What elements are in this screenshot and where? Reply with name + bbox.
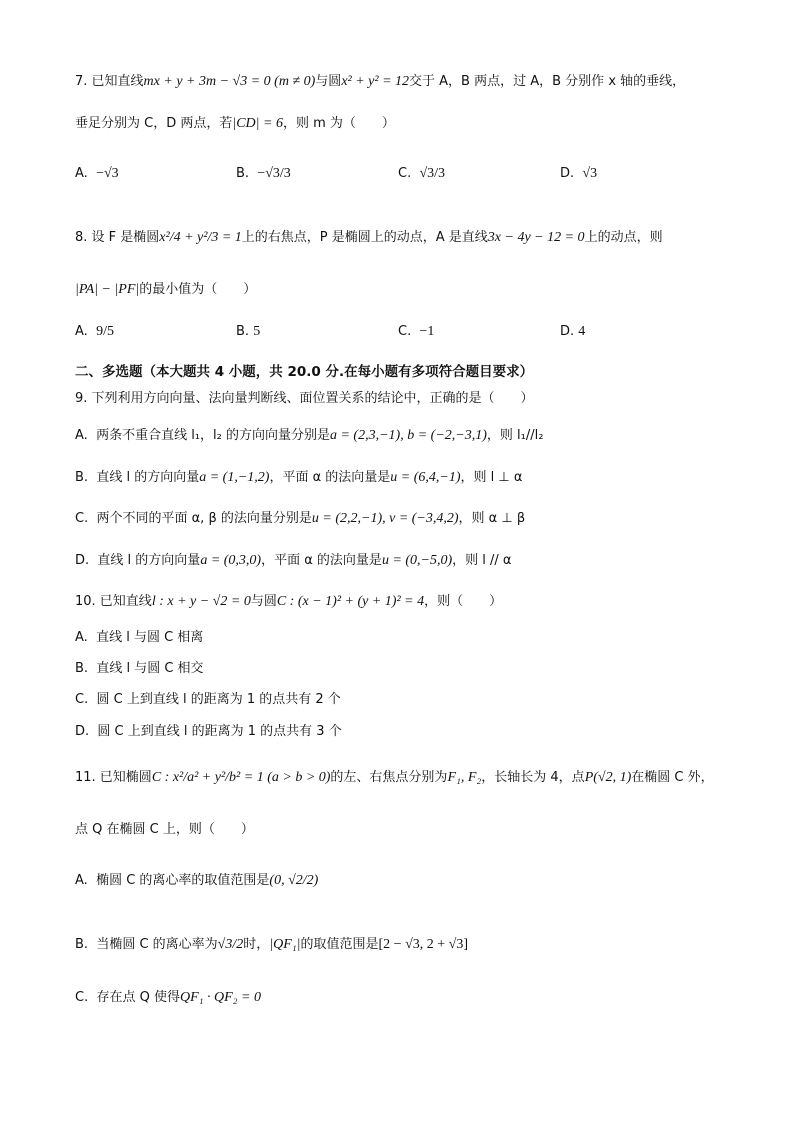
q10-option-b bbox=[75, 661, 204, 677]
q7-text-1: 与圆 bbox=[315, 74, 342, 89]
q7-circle-equation: x² + y² = 12 bbox=[341, 74, 410, 89]
q7-text-2: 交于 A，B 两点，过 A，B 分别作 x 轴的垂线， bbox=[409, 74, 686, 89]
q11-b-mid: 时， bbox=[243, 937, 270, 952]
q11-number: 11. 已知椭圆 bbox=[75, 770, 152, 785]
q8-option-a-value: 9/5 bbox=[96, 324, 114, 339]
q11-c-text: 存在点 Q 使得 bbox=[96, 990, 180, 1005]
q10-mid: 与圆 bbox=[250, 594, 277, 609]
q9-stem: 9. 下列利用方向向量、法向量判断线、面位置关系的结论中，正确的是（ ） bbox=[75, 391, 534, 406]
q9-d-mid: ，平面 α 的法向量是 bbox=[261, 553, 382, 568]
q9-option-b bbox=[75, 470, 522, 486]
q11-b-text: 当椭圆 C 的离心率为 bbox=[96, 937, 218, 952]
q11-tail: 在椭圆 C 外， bbox=[631, 770, 714, 785]
q7-line-equation: mx + y + 3m − √3 = 0 (m ≠ 0) bbox=[143, 74, 316, 89]
q9-a-tail: ，则 l₁//l₂ bbox=[486, 428, 544, 443]
q7-option-a-label: A. bbox=[75, 166, 88, 181]
q9-c-math: u = (2,2,−1), v = (−3,4,2) bbox=[311, 511, 459, 526]
q9-option-a bbox=[75, 428, 543, 444]
q10-b-label: B. bbox=[75, 661, 89, 676]
q7-text-3: 垂足分别为 C，D 两点，若 bbox=[75, 116, 233, 131]
q7-option-a bbox=[75, 166, 119, 182]
q7-ask: ，则 m 为（ ） bbox=[282, 116, 395, 131]
q9-a-math: a = (2,3,−1), b = (−2,−3,1) bbox=[329, 428, 487, 443]
q8-option-d bbox=[560, 324, 585, 340]
q7-option-a-value: −√3 bbox=[96, 166, 119, 181]
q10-stem bbox=[75, 594, 502, 610]
q11-c-math: QF₁ · QF₂ = 0 bbox=[179, 990, 261, 1005]
q8-text-1: 上的右焦点，P 是椭圆上的动点，A 是直线 bbox=[241, 230, 488, 245]
q8-option-d-label: D. bbox=[560, 324, 575, 339]
q8-option-c-value: −1 bbox=[419, 324, 435, 339]
q11-option-c bbox=[75, 990, 261, 1006]
q8-option-a-label: A. bbox=[75, 324, 88, 339]
q8-line-equation: 3x − 4y − 12 = 0 bbox=[487, 230, 585, 245]
q11-option-b bbox=[75, 937, 468, 953]
q7-option-b-label: B. bbox=[236, 166, 250, 181]
q7-number: 7. 已知直线 bbox=[75, 74, 144, 89]
q9-d-label: D. bbox=[75, 553, 90, 568]
q9-b-tail: ，则 l ⊥ α bbox=[460, 470, 523, 485]
q11-b-math3: [2 − √3, 2 + √3] bbox=[378, 937, 468, 952]
q9-b-text: 直线 l 的方向向量 bbox=[96, 470, 200, 485]
q8-option-c-label: C. bbox=[398, 324, 412, 339]
q7-option-c bbox=[398, 166, 445, 182]
q7-option-d-label: D. bbox=[560, 166, 575, 181]
q9-option-c bbox=[75, 511, 525, 527]
q8-option-a bbox=[75, 324, 114, 340]
q10-circle-equation: C : (x − 1)² + (y + 1)² = 4 bbox=[276, 594, 425, 609]
q9-b-math: a = (1,−1,2) bbox=[199, 470, 270, 485]
q11-line1 bbox=[75, 770, 714, 786]
q7-option-b bbox=[236, 166, 291, 182]
q9-c-tail: ，则 α ⊥ β bbox=[458, 511, 526, 526]
q10-line-equation: l : x + y − √2 = 0 bbox=[151, 594, 251, 609]
q7-condition: |CD| = 6 bbox=[232, 116, 283, 131]
q10-option-d bbox=[75, 724, 342, 740]
q9-c-label: C. bbox=[75, 511, 89, 526]
q8-ellipse: x²/4 + y²/3 = 1 bbox=[159, 230, 242, 245]
q10-d-text: 圆 C 上到直线 l 的距离为 1 的点共有 3 个 bbox=[97, 724, 342, 739]
q11-line2: 点 Q 在椭圆 C 上，则（ ） bbox=[75, 822, 254, 837]
q7-option-d-value: √3 bbox=[582, 166, 598, 181]
q7-line1 bbox=[75, 74, 685, 90]
q11-ellipse: C : x²/a² + y²/b² = 1 (a > b > 0) bbox=[151, 770, 331, 785]
q10-a-label: A. bbox=[75, 630, 88, 645]
q8-expression: |PA| − |PF| bbox=[75, 282, 140, 297]
q10-option-c bbox=[75, 692, 341, 708]
q11-option-a bbox=[75, 873, 318, 889]
q8-option-b bbox=[236, 324, 260, 340]
q8-option-b-value: 5 bbox=[253, 324, 261, 339]
q7-option-b-value: −√3/3 bbox=[257, 166, 291, 181]
q10-number: 10. 已知直线 bbox=[75, 594, 152, 609]
q9-d-tail: ，则 l // α bbox=[452, 553, 512, 568]
q9-a-label: A. bbox=[75, 428, 88, 443]
q11-mid: 的左、右焦点分别为 bbox=[330, 770, 448, 785]
q8-option-c bbox=[398, 324, 434, 340]
q11-c-label: C. bbox=[75, 990, 89, 1005]
q9-b-math2: u = (6,4,−1) bbox=[390, 470, 461, 485]
section-heading: 二、多选题（本大题共 4 小题，共 20.0 分.在每小题有多项符合题目要求） bbox=[75, 364, 534, 380]
q8-option-d-value: 4 bbox=[578, 324, 586, 339]
q9-option-d bbox=[75, 553, 512, 569]
q11-a-label: A. bbox=[75, 873, 88, 888]
q10-c-label: C. bbox=[75, 692, 89, 707]
q7-option-c-label: C. bbox=[398, 166, 412, 181]
q9-b-label: B. bbox=[75, 470, 89, 485]
q11-foci: F₁, F₂ bbox=[447, 770, 482, 785]
q7-line2 bbox=[75, 116, 395, 132]
q9-d-math: a = (0,3,0) bbox=[200, 553, 262, 568]
q8-line2 bbox=[75, 282, 256, 298]
q9-c-text: 两个不同的平面 α, β 的法向量分别是 bbox=[96, 511, 312, 526]
q10-d-label: D. bbox=[75, 724, 90, 739]
q9-d-math2: u = (0,−5,0) bbox=[381, 553, 453, 568]
q10-b-text: 直线 l 与圆 C 相交 bbox=[96, 661, 204, 676]
q10-ask: ，则（ ） bbox=[424, 594, 503, 609]
q8-ask: 的最小值为（ ） bbox=[139, 282, 257, 297]
q11-b-math2: |QF₁| bbox=[269, 937, 301, 952]
q11-a-text: 椭圆 C 的离心率的取值范围是 bbox=[96, 873, 270, 888]
q11-b-label: B. bbox=[75, 937, 89, 952]
q11-a-math: (0, √2/2) bbox=[269, 873, 319, 888]
q9-d-text: 直线 l 的方向向量 bbox=[97, 553, 201, 568]
q10-c-text: 圆 C 上到直线 l 的距离为 1 的点共有 2 个 bbox=[96, 692, 341, 707]
q10-a-text: 直线 l 与圆 C 相离 bbox=[96, 630, 204, 645]
q8-number: 8. 设 F 是椭圆 bbox=[75, 230, 160, 245]
q8-line1 bbox=[75, 230, 663, 246]
q7-option-d bbox=[560, 166, 597, 182]
q9-a-text: 两条不重合直线 l₁，l₂ 的方向向量分别是 bbox=[96, 428, 330, 443]
q11-mid2: ，长轴长为 4，点 bbox=[481, 770, 585, 785]
q8-option-b-label: B. bbox=[236, 324, 250, 339]
q8-text-2: 上的动点，则 bbox=[584, 230, 663, 245]
q11-b-mid2: 的取值范围是 bbox=[300, 937, 379, 952]
q7-option-c-value: √3/3 bbox=[419, 166, 446, 181]
q11-point: P(√2, 1) bbox=[584, 770, 632, 785]
q9-b-mid: ，平面 α 的法向量是 bbox=[269, 470, 391, 485]
q11-b-math1: √3/2 bbox=[217, 937, 244, 952]
q10-option-a bbox=[75, 630, 203, 646]
